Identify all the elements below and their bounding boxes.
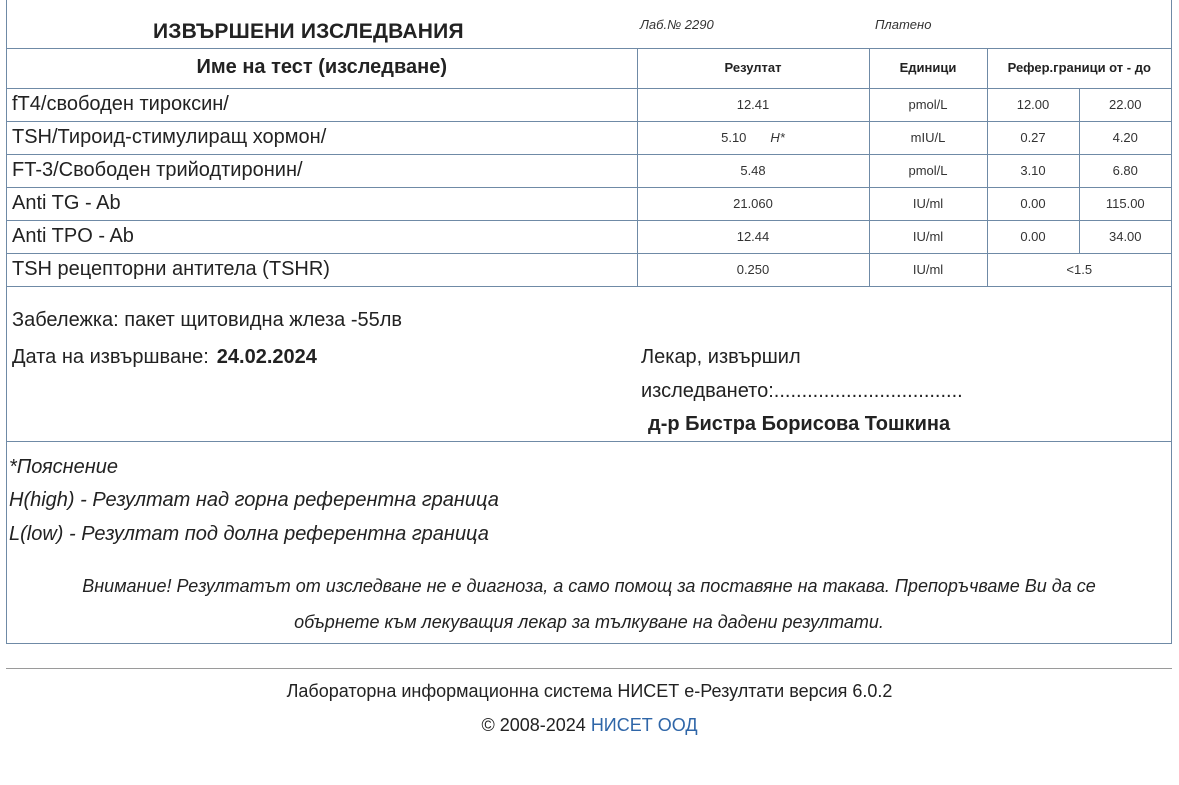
copyright-text: © 2008-2024 [481,715,586,735]
table-header-row [7,48,1171,88]
reference-from: 0.00 [987,187,1079,220]
test-units: IU/ml [869,187,987,220]
reference-from: 12.00 [987,88,1079,121]
company-link[interactable]: НИСЕТ ООД [590,715,698,735]
page-title: ИЗВЪРШЕНИ ИЗСЛЕДВАНИЯ [153,20,464,43]
table-row [7,220,1171,253]
column-header-reference: Рефер.граници от - до [987,48,1171,88]
results-table [7,48,1171,287]
execution-date-value: 24.02.2024 [216,346,317,368]
doctor-label: Лекар, извършил [641,346,801,368]
reference-to: 6.80 [1079,154,1171,187]
table-row [7,88,1171,121]
test-name: FT-3/Свободен трийодтиронин/ [7,154,637,187]
doctor-signature-line: изследването:.................................. [641,380,963,402]
column-header-test-name: Име на тест (изследване) [7,48,637,88]
doctor-name: д-р Бистра Борисова Тошкина [648,413,951,435]
test-units: pmol/L [869,88,987,121]
table-row [7,253,1171,286]
test-units: IU/ml [869,253,987,286]
remark-text: Забележка: пакет щитовидна жлеза -55лв [12,309,403,331]
table-row [7,187,1171,220]
result-value: 21.060 [733,196,773,211]
result-value: 0.250 [736,262,770,277]
report-header [7,0,1171,49]
test-name: Anti TPO - Ab [7,220,637,253]
lab-number: Лаб.№ 2290 [640,17,714,32]
reference-to: 115.00 [1079,187,1171,220]
disclaimer-line-2: обърнете към лекуващия лекар за тълкуване на дадени резултати. [294,612,884,632]
test-result [637,121,869,154]
reference-to: 34.00 [1079,220,1171,253]
legend-low: L(low) - Резултат под долна референтна граница [9,523,489,545]
footer-system-version: Лабораторна информационна система НИСЕТ е-Резултати версия 6.0.2 [286,681,893,701]
test-name: fT4/свободен тироксин/ [7,88,637,121]
table-row [7,121,1171,154]
test-units: pmol/L [869,154,987,187]
test-result [637,187,869,220]
test-result [637,220,869,253]
test-result [637,154,869,187]
disclaimer-line-1: Внимание! Резултатът от изследване не е диагноза, а само помощ за поставяне на такава. Препоръчваме Ви да се [82,576,1096,596]
footer-divider [6,668,1172,669]
test-units: mIU/L [869,121,987,154]
result-value: 5.10 [721,130,747,145]
test-name: Anti TG - Ab [7,187,637,220]
execution-date-label: Дата на извършване: [12,346,209,368]
table-row [7,154,1171,187]
footer-copyright [0,715,1179,736]
column-header-units: Единици [869,48,987,88]
reference-range: <1.5 [987,253,1171,286]
result-value: 12.44 [736,229,770,244]
result-value: 12.41 [736,97,770,112]
reference-from: 0.27 [987,121,1079,154]
results-report [6,0,1172,644]
test-result [637,88,869,121]
reference-from: 3.10 [987,154,1079,187]
reference-to: 22.00 [1079,88,1171,121]
reference-to: 4.20 [1079,121,1171,154]
payment-status: Платено [875,17,932,32]
column-header-result: Резултат [637,48,869,88]
high-flag: H* [770,130,785,145]
test-units: IU/ml [869,220,987,253]
test-result [637,253,869,286]
legend-high: H(high) - Резултат над горна референтна граница [9,489,499,511]
test-name: TSH/Тироид-стимулиращ хормон/ [7,121,637,154]
legend-title: *Пояснение [9,456,119,478]
execution-date [12,346,317,369]
section-divider [7,441,1171,442]
reference-from: 0.00 [987,220,1079,253]
test-name: TSH рецепторни антитела (TSHR) [7,253,637,286]
result-value: 5.48 [740,163,766,178]
